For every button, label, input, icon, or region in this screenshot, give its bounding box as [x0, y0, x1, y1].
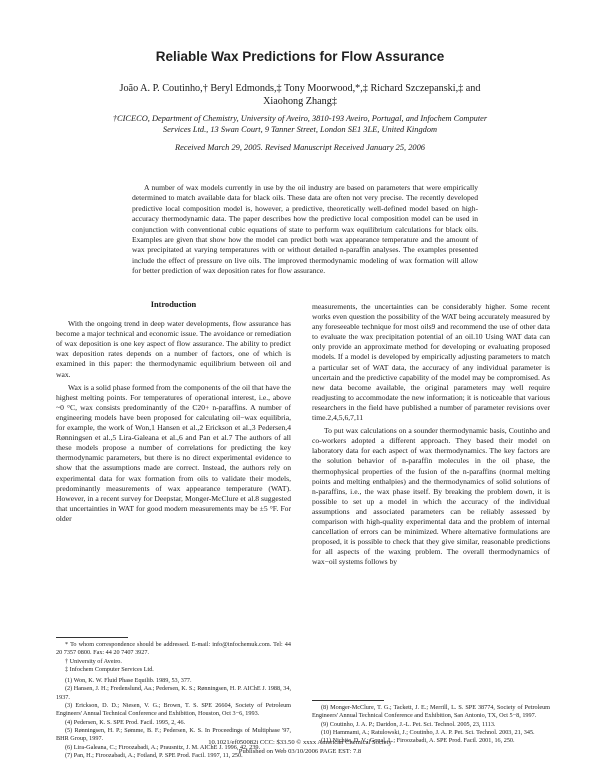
footnote-rule: [56, 637, 128, 638]
right-column: [312, 302, 550, 567]
reference: (4) Pedersen, K. S. SPE Prod. Facil. 1995, 2, 46.: [65, 718, 186, 726]
body-paragraph: With the ongoing trend in deep water developments, flow assurance has become a major technical and economic issue. The avoidance or remediation of wax deposition is one key aspect of flow assurance. The ability to predict wax deposition rates depends on a number of factors, one of which is examined in this paper: the thermodynamic equilibrium between oil and wax.: [56, 319, 291, 379]
reference: (10) Hammami, A.; Ratulowski, J.; Coutinho, J. A. P. Pet. Sci. Technol. 2003, 21, 345.: [321, 728, 535, 736]
reference: (2) Hansen, J. H.; Fredenslund, Aa.; Pedersen, K. S.; Rønningsen, H. P. AIChE J. 1988, 34, 1937.: [56, 685, 291, 701]
reference: (7) Pan, H.; Firoozabadi, A.; Fotland, P. SPE Prod. Facil. 1997, 11, 250.: [65, 751, 243, 759]
author-list: João A. P. Coutinho,† Beryl Edmonds,‡ Tony Moorwood,*,‡ Richard Szczepanski,‡ and Xiaohong Zhang‡: [119, 83, 481, 107]
reference: (11) Nichita, D. V.; Goual, L.; Firoozabadi, A. SPE Prod. Facil. 2001, 16, 250.: [321, 737, 515, 745]
footnote: † University of Aveiro.: [65, 657, 122, 665]
paper-title: Reliable Wax Predictions for Flow Assurance: [155, 49, 445, 64]
body-paragraph: To put wax calculations on a sounder thermodynamic basis, Coutinho and co-workers adopted a different approach. They based their model on laboratory data for each aspect of wax thermodynamics. The key factors are the solution behavior of n-paraffin molecules in the oil phase, the thermophysical properties of the fusion of the n-paraffins (normal melting points and melting enthalpies) and the thermodynamics of solid solutions of n-paraffins, i.e., the wax phase itself. By breaking the problem down, it is possible to set up a model in which the accuracy of the individual assumptions and associated parameters can be reliably assessed by comparison with high-quality experimental data and the problem of internal cancellation of errors can be minimized. Where alternative formulations are proposed, it is possible to check that they give similar, reasonable predictions for all aspects of the waxing problem. The overall thermodynamics of wax−oil systems follows by: [312, 426, 550, 567]
footer-published: Published on Web 03/10/2006 PAGE EST: 7.8: [238, 748, 362, 755]
received-dates: Received March 29, 2005. Revised Manuscript Received January 25, 2006: [175, 143, 425, 152]
body-paragraph: measurements, the uncertainties can be considerably higher. Some recent works even question the possibility of the WAT being accurately measured by any foreseeable technique for most oils9 and recommend the use of other data to evaluate the wax precipitation potential of an oil.10 Using WAT data can only provide an approximate method for developing or evaluating proposed models. If a model is developed by empirically adjusting parameters to match a particular set of WAT data, the accuracy of any individual parameter is uncertain and the predictive capability of the model may be compromised. As new data become available, the original parameters may well require readjusting to accommodate the new information; it is noticeable that various researchers in the field have published a number of parameter revisions over time.2,4,5,6,7,11: [312, 302, 550, 423]
affiliations: †CICECO, Department of Chemistry, University of Aveiro, 3810-193 Aveiro, Portugal, and Infochem Computer Services Ltd., 13 Swan Court, 9 Tanner Street, London SE1 3LE, United Kingdom: [112, 114, 488, 134]
abstract: A number of wax models currently in use by the oil industry are based on parameters that were empirically determined to match available data for black oils. These data are often not very precise. The recently developed predictive local composition model is, however, a predictive, theoretically well-defined model based on high-accuracy thermodynamic data. The paper describes how the predictive local composition model can be used in conjunction with conventional cubic equations of state to perform wax equilibrium calculations for black oils. Examples are given that show how the model can predict both wax appearance temperature and the amount of wax precipitated at varying temperatures with or without detailed n-paraffin analyses. The examples presented include the effect of pressure on live oils. The improved thermodynamic modeling of wax formation will allow for better prediction of wax deposition rates for flow assurance.: [132, 183, 478, 276]
reference: (8) Monger-McClure, T. G.; Tackett, J. E.; Merrill, L. S. SPE 38774, Society of Petroleum Engineers' Annual Technical Conference and Exhibition, San Antonio, TX, Oct 5−8, 1997.: [312, 704, 550, 720]
left-column: [56, 300, 291, 524]
reference: (3) Erickson, D. D.; Niesen, V. G.; Brown, T. S. SPE 26604, Society of Petroleum Engineers' Annual Technical Conference and Exhibition, Houston, Oct 3−6, 1993.: [56, 702, 291, 718]
reference: (6) Lira-Galeana, C.; Firoozabadi, A.; Prausnitz, J. M. AIChE J. 1996, 42, 239.: [65, 743, 261, 751]
reference: (5) Rønningsen, H. P.; Sømme, B. F.; Pedersen, K. S. In Proceedings of Multiphase '97, BHR Group, 1997.: [56, 726, 291, 743]
body-paragraph: Wax is a solid phase formed from the components of the oil that have the highest melting points. For temperatures of operational interest, i.e., above ~0 °C, wax consists predominantly of the C20+ n-paraffins. A number of engineering models have been proposed for calculating oil−wax equilibria, for example, the work of Won,1 Hansen et al.,2 Erickson et al.,3 Pedersen,4 Rønningsen et al.,5 Lira-Galeana et al.,6 and Pan et al.7 The authors of all these models propose a number of correlations for predicting the key thermodynamic parameters, but there is no direct experimental evidence to show that the assumptions made are correct. Instead, the authors rely on experimental data for wax formation from oils to validate their models, predominantly measurements of wax appearance temperature (WAT). However, in a recent survey for Deepstar, Monger-McClure et al.8 suggested that uncertainties in WAT for good modern measurements may be ±5 °F. For older: [56, 382, 291, 523]
footnote-rule: [312, 700, 384, 701]
footnote: * To whom correspondence should be addressed. E-mail: info@infochemuk.com. Tel: 44 20 7357 0800. Fax: 44 20 7407 3927.: [56, 641, 291, 657]
introduction-heading: Introduction: [150, 300, 197, 309]
footnote: ‡ Infochem Computer Services Ltd.: [65, 665, 154, 673]
footer-doi: 10.1021/ef050082i CCC: $33.50 © xxxx American Chemical Society: [208, 739, 392, 746]
reference: (9) Coutinho, J. A. P.; Daridon, J.-L. Pet. Sci. Technol. 2005, 23, 1113.: [321, 720, 496, 728]
reference: (1) Won, K. W. Fluid Phase Equilib. 1989, 53, 377.: [65, 677, 192, 685]
